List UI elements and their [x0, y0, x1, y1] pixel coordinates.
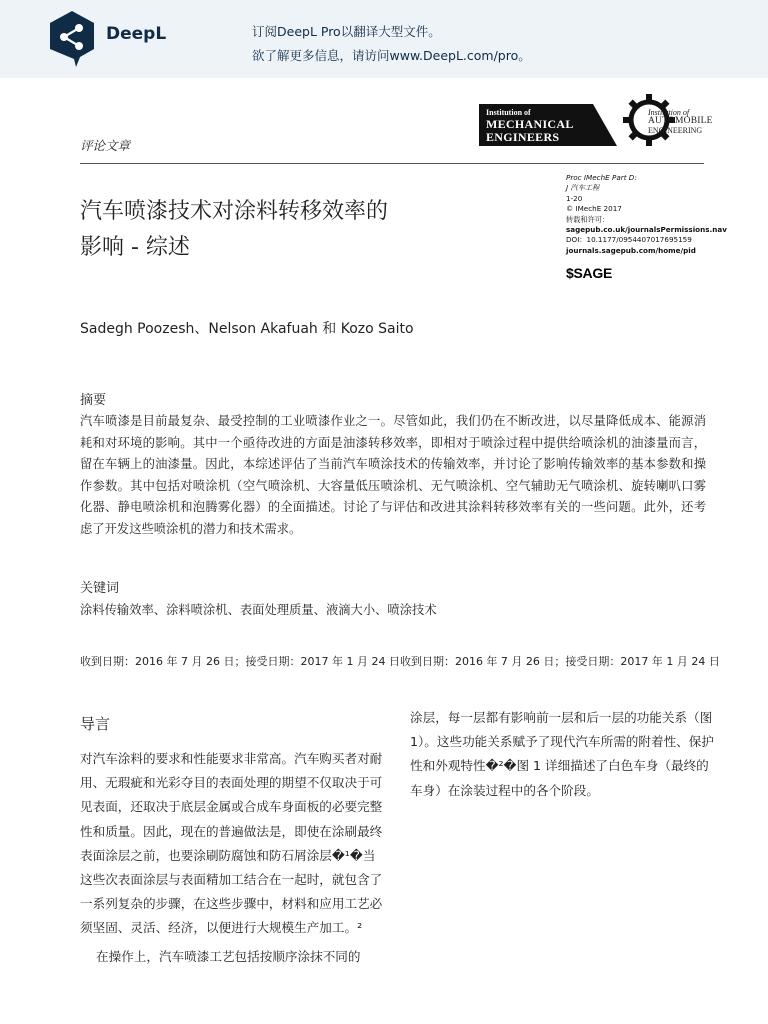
imeche-logo-line-1: Institution of	[486, 108, 531, 117]
title-line-1: 汽车喷漆技术对涂料转移效率的	[80, 199, 389, 224]
keywords-heading: 关键词	[80, 581, 120, 596]
authors: Sadegh Poozesh、Nelson Akafuah 和 Kozo Saito	[80, 321, 414, 337]
abstract-body: 汽车喷漆是目前最复杂、最受控制的工业喷漆作业之一。尽管如此，我们仍在不断改进，以尽量降低成本、能源消耗和对环境的影响。其中一个亟待改进的方面是油漆转移效率，即相对于喷涂过程中提供给喷涂机的油漆量而言，留在车辆上的油漆量。因此，本综述评估了当前汽车喷涂技术的传输效率，并讨论了影响传输效率的基本参数和操作参数。其中包括对喷涂机（空气喷涂机、大容量低压喷涂机、无气喷涂机、空气辅助无气喷涂机、旋转喇叭口雾化器、静电喷涂机和泡腾雾化器）的全面描述。讨论了与评估和改进其涂料转移效率有关的一些问题。此外，还考虑了开发这些喷涂机的潜力和技术需求。	[80, 414, 706, 536]
iae-logo-line-3: ENGINEERING	[648, 126, 703, 135]
promo-text	[252, 20, 531, 68]
journal-meta	[566, 173, 727, 256]
deepl-logo-icon[interactable]	[46, 9, 98, 69]
keywords-body: 涂料传输效率、涂料喷涂机、表面处理质量、液滴大小、喷涂技术	[80, 603, 437, 617]
header-divider	[80, 163, 704, 164]
sage-logo	[566, 265, 612, 281]
iae-logo-line-2: AUTOMOBILE	[648, 116, 713, 126]
deepl-brand-name: DeepL	[106, 24, 167, 44]
article-title	[80, 194, 388, 266]
article-type: 评论文章	[80, 138, 131, 153]
doi[interactable]: DOI：10.1177/0954407017695159	[566, 235, 692, 245]
imeche-logo-line-3: ENGINEERS	[486, 130, 560, 144]
journal-name: Proc IMechE Part D:	[566, 173, 637, 182]
copyright: © IMechE 2017	[566, 204, 622, 214]
sage-wordmark: SAGE	[573, 265, 612, 281]
promo-line-1: 订阅DeepL Pro以翻译大型文件。	[252, 24, 441, 39]
intro-heading: 导言	[80, 715, 111, 733]
intro-paragraph-2: 在操作上，汽车喷漆工艺包括按顺序涂抹不同的	[96, 948, 361, 964]
deepl-banner	[0, 0, 768, 78]
permissions-link[interactable]: sagepub.co.uk/journalsPermissions.nav	[566, 225, 727, 235]
imeche-logo	[479, 104, 617, 146]
imeche-logo-line-2: MECHANICAL	[486, 117, 574, 131]
deepl-pro-link[interactable]: www.DeepL.com/pro	[389, 48, 519, 63]
journal-home-link[interactable]: journals.sagepub.com/home/pid	[566, 245, 696, 255]
page-range: 1-20	[566, 193, 583, 203]
intro-paragraph-1: 对汽车涂料的要求和性能要求非常高。汽车购买者对耐用、无瑕疵和光彩夺目的表面处理的期望不仅取决于可见表面，还取决于底层金属或合成车身面板的必要完整性和质量。因此，现在的普遍做法是，即使在涂刷最终表面涂层之前，也要涂刷防腐蚀和防石屑涂层�¹�当这些次表面涂层与表面精加工结合在一起时，就包含了一系列复杂的步骤，在这些步骤中，材料和应用工艺必须坚固、灵活、经济，以便进行大规模生产加工。²	[80, 751, 383, 936]
title-line-2: 影响 - 综述	[80, 235, 190, 260]
abstract-heading: 摘要	[80, 393, 107, 408]
permissions-label: 转载和许可：	[566, 214, 610, 224]
iae-logo-line-1: Institution of	[648, 108, 690, 117]
iae-logo-text	[648, 108, 713, 135]
promo-line-2	[252, 44, 531, 68]
imeche-logo-corner	[593, 104, 617, 146]
received-accepted-dates: 收到日期：2016 年 7 月 26 日；接受日期：2017 年 1 月 24 日收到日期：2016 年 7 月 26 日；接受日期：2017 年 1 月 24 日	[80, 655, 720, 668]
left-column	[80, 747, 384, 969]
right-paragraph-1: 涂层，每一层都有影响前一层和后一层的功能关系（图 1）。这些功能关系赋予了现代汽车所需的附着性、保护性和外观特性�²�图 1 详细描述了白色车身（最终的车身）在涂装过程中的各个阶段。	[410, 710, 714, 798]
sage-s-icon: $	[566, 265, 574, 281]
right-column	[410, 706, 714, 803]
promo-line-2-prefix: 欲了解更多信息，请访问	[252, 48, 390, 63]
promo-line-2-suffix: 。	[518, 48, 531, 63]
journal-name-2: J 汽车工程	[566, 183, 600, 193]
